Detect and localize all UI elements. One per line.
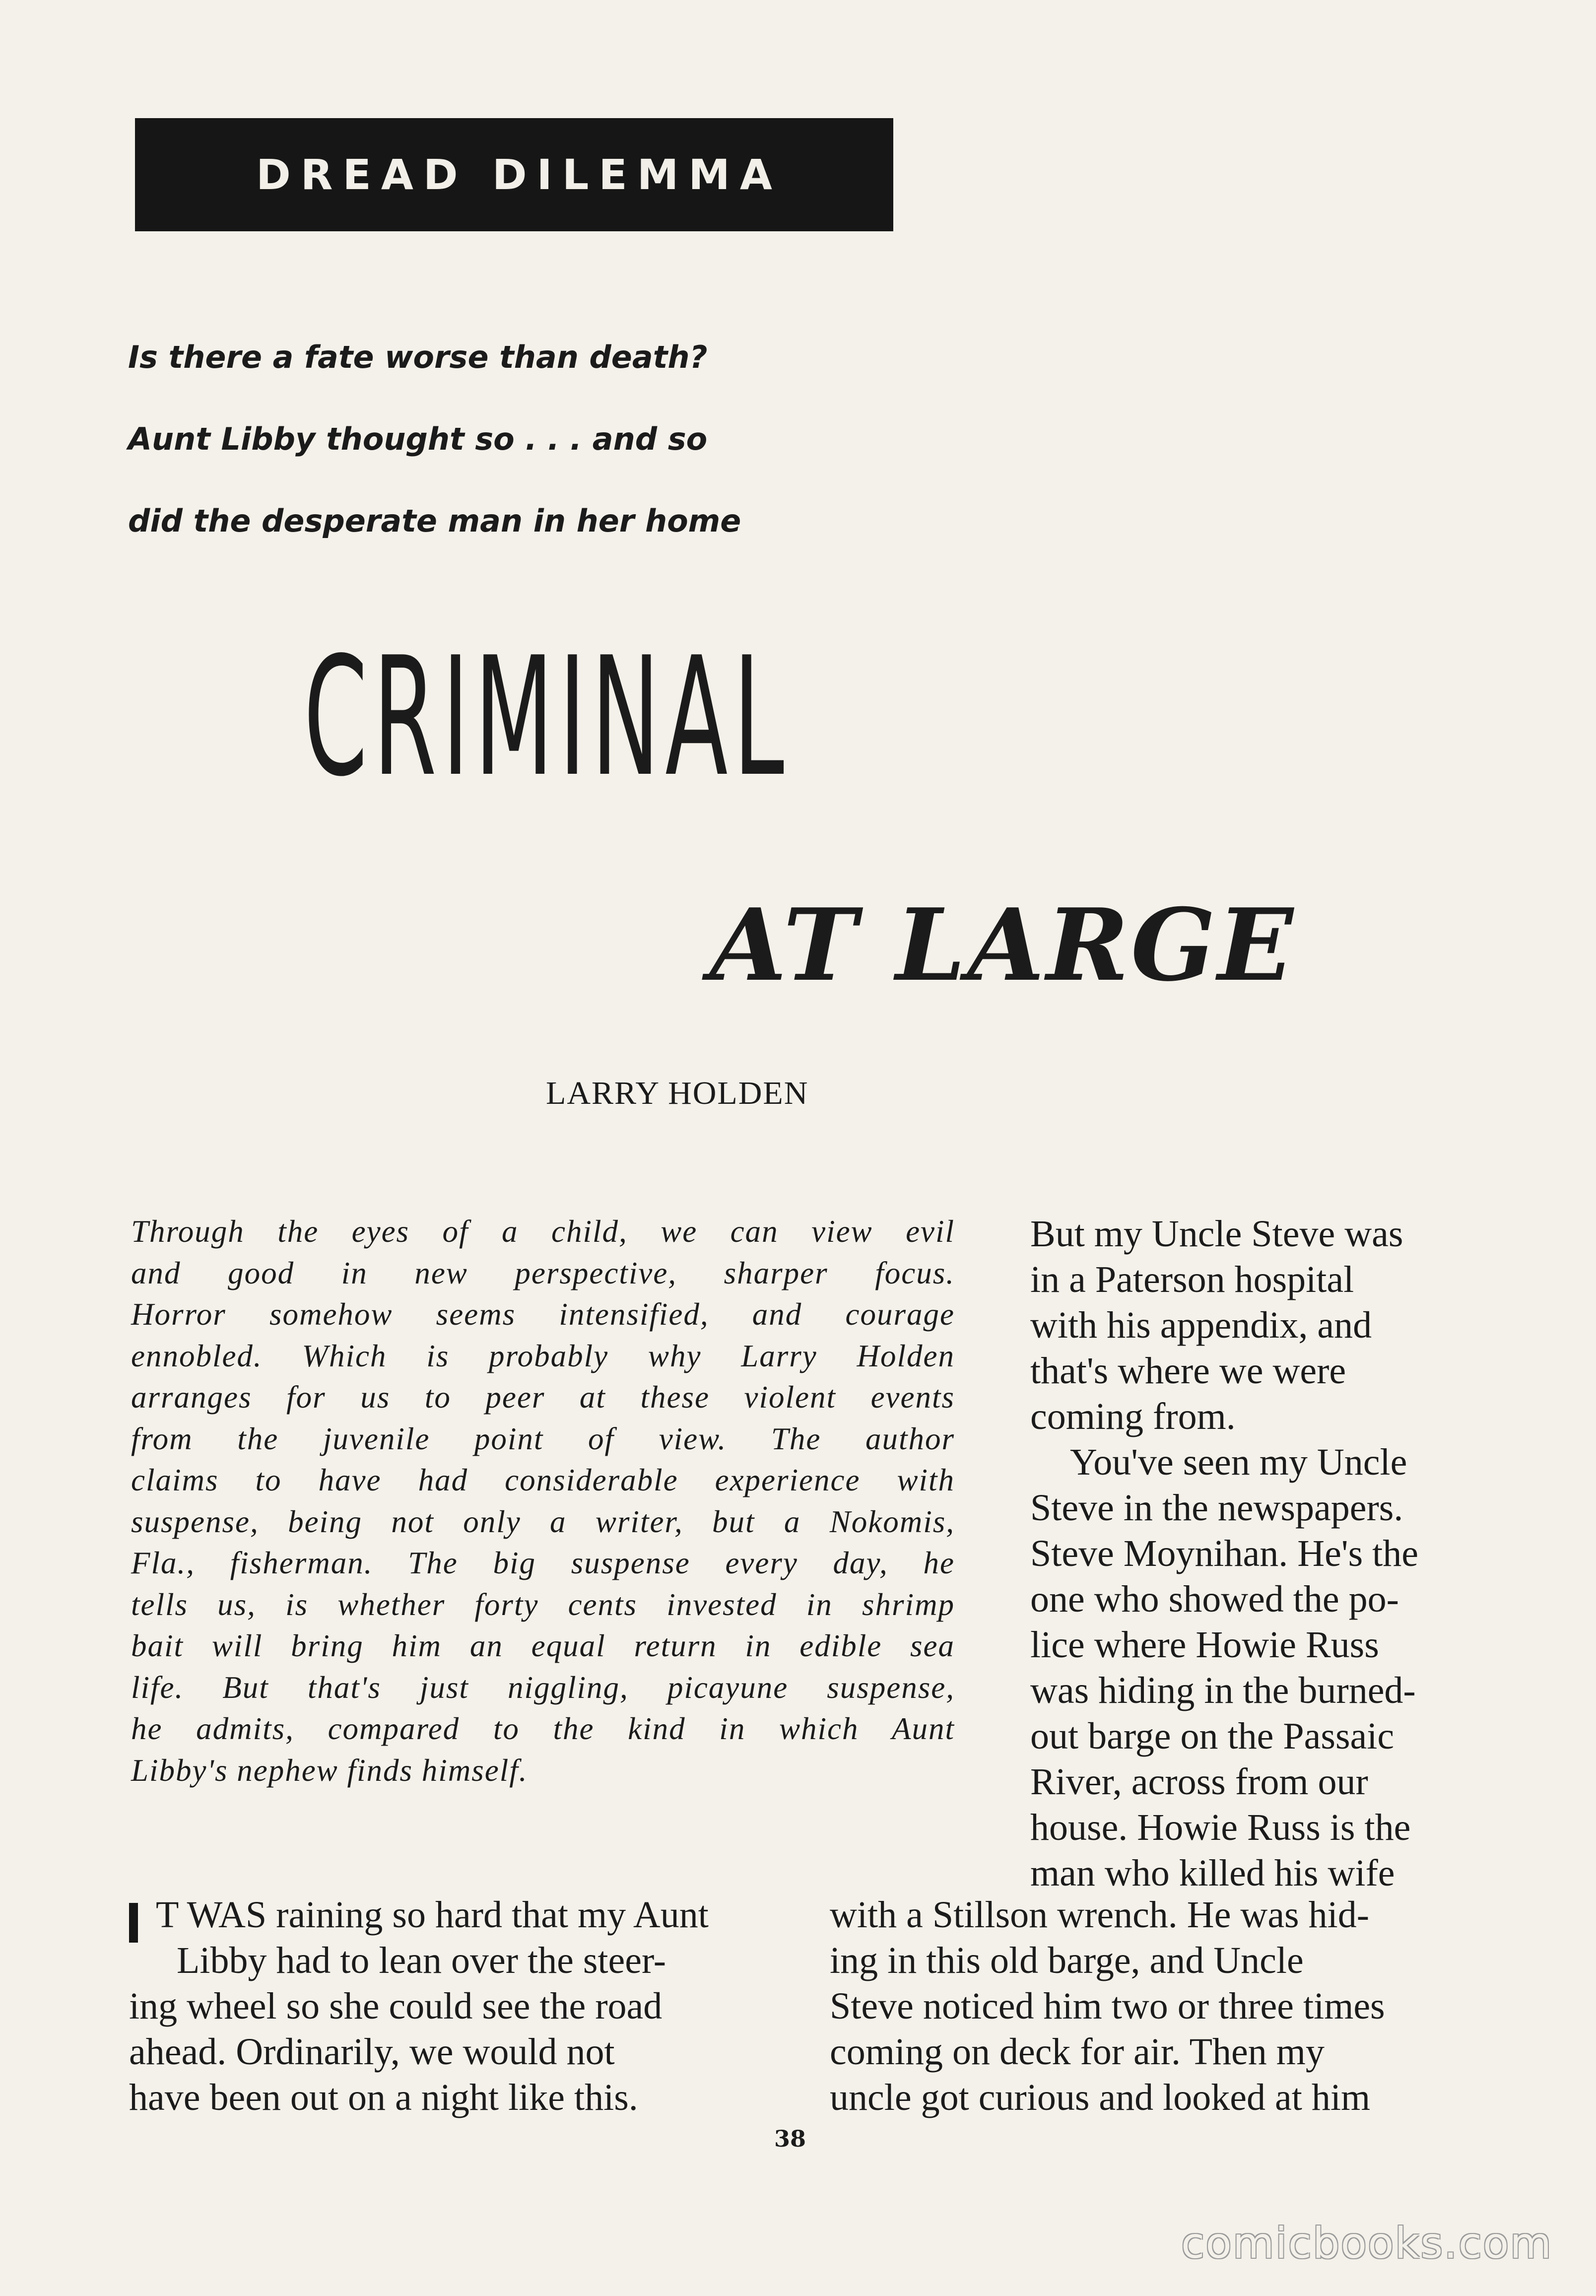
editorial-intro <box>131 1211 955 1791</box>
author-byline: LARRY HOLDEN <box>546 1075 809 1111</box>
intro-line: suspense, being not only a writer, but a Nokomis, <box>131 1504 955 1539</box>
body-column-left-bottom <box>129 1892 779 2120</box>
body-line: River, across from our <box>1030 1761 1368 1803</box>
drop-cap <box>129 1903 138 1943</box>
teaser-line: Aunt Libby thought so . . . and so <box>128 421 708 457</box>
teaser-blurb <box>128 328 773 573</box>
teaser-line: did the desperate man in her home <box>128 503 741 539</box>
story-title-line-2: AT LARGE <box>710 887 1295 1004</box>
body-line: Libby had to lean over the steer- <box>177 1940 666 1981</box>
intro-line: he admits, compared to the kind in which Aunt <box>131 1711 955 1746</box>
body-line: have been out on a night like this. <box>129 2077 638 2118</box>
body-line: Steve noticed him two or three times <box>830 1985 1385 2027</box>
body-line: But my Uncle Steve was <box>1030 1213 1403 1255</box>
body-column-right-bottom <box>830 1892 1480 2120</box>
body-line: coming on deck for air. Then my <box>830 2031 1325 2073</box>
body-line: ing in this old barge, and Uncle <box>830 1940 1304 1981</box>
section-banner <box>135 118 893 231</box>
body-line: one who showed the po- <box>1030 1578 1399 1620</box>
intro-line: bait will bring him an equal return in edible sea <box>131 1628 955 1663</box>
intro-line: tells us, is whether forty cents invested in shrimp <box>131 1587 955 1622</box>
body-column-right-top <box>1030 1211 1480 1896</box>
intro-line: claims to have had considerable experience with <box>131 1463 955 1497</box>
body-line: lice where Howie Russ <box>1030 1624 1379 1666</box>
body-line: uncle got curious and looked at him <box>830 2077 1371 2118</box>
intro-line: and good in new perspective, sharper focus. <box>131 1255 955 1290</box>
section-banner-label: DREAD DILEMMA <box>256 150 782 199</box>
intro-line: life. But that's just niggling, picayune suspense, <box>131 1670 955 1705</box>
body-line: ahead. Ordinarily, we would not <box>129 2031 615 2073</box>
intro-line: Fla., fisherman. The big suspense every day, he <box>131 1546 955 1580</box>
teaser-line: Is there a fate worse than death? <box>128 339 708 375</box>
intro-line: Libby's nephew finds himself. <box>131 1753 528 1788</box>
intro-line: Horror somehow seems intensified, and courage <box>131 1297 955 1332</box>
body-line: with his appendix, and <box>1030 1304 1372 1346</box>
intro-line: from the juvenile point of view. The author <box>131 1421 955 1456</box>
intro-line: Through the eyes of a child, we can view evil <box>131 1214 955 1249</box>
story-title-line-1: CRIMINAL <box>304 622 790 812</box>
body-line: that's where we were <box>1030 1350 1346 1392</box>
body-line: with a Stillson wrench. He was hid- <box>830 1894 1370 1936</box>
site-watermark: comicbooks.com <box>1181 2219 1553 2268</box>
body-line: coming from. <box>1030 1396 1236 1437</box>
body-line: T WAS raining so hard that my Aunt <box>156 1894 709 1936</box>
body-line: house. Howie Russ is the <box>1030 1807 1411 1848</box>
body-line: Steve in the newspapers. <box>1030 1487 1403 1529</box>
body-line: ing wheel so she could see the road <box>129 1985 663 2027</box>
page-number: 38 <box>774 2125 806 2152</box>
body-line: was hiding in the burned- <box>1030 1670 1416 1711</box>
intro-line: arranges for us to peer at these violent events <box>131 1380 955 1415</box>
intro-line: ennobled. Which is probably why Larry Holden <box>131 1338 955 1373</box>
body-line: man who killed his wife <box>1030 1852 1395 1894</box>
body-line: You've seen my Uncle <box>1070 1441 1407 1483</box>
body-line: out barge on the Passaic <box>1030 1715 1395 1757</box>
body-line: in a Paterson hospital <box>1030 1259 1354 1300</box>
body-line: Steve Moynihan. He's the <box>1030 1533 1419 1574</box>
